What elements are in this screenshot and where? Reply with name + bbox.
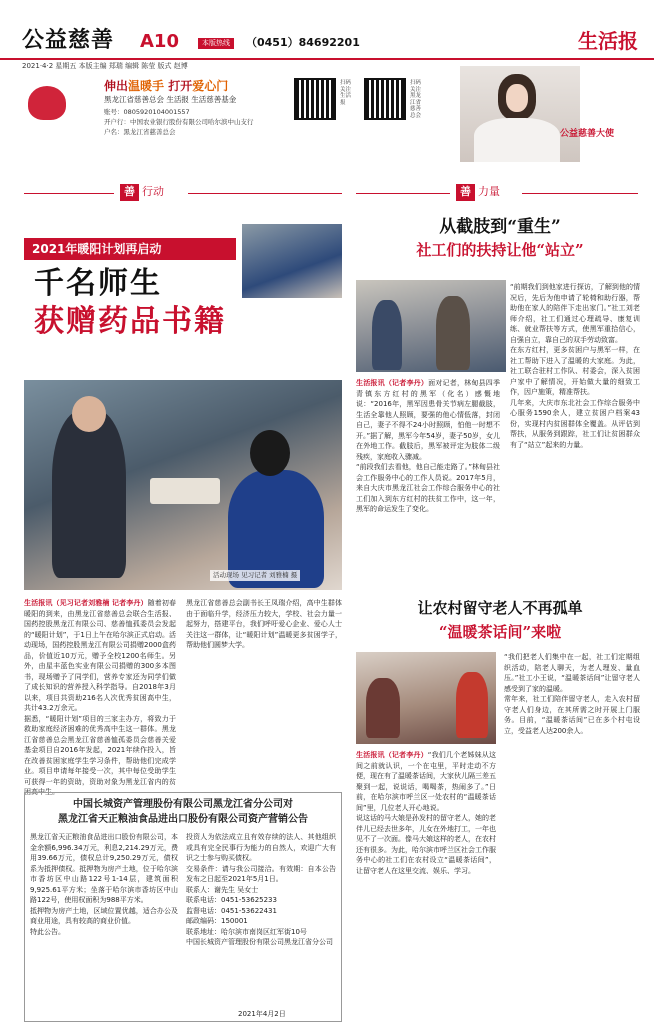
photo-figure-gift (150, 478, 220, 504)
left-column-label: 行动 (142, 185, 164, 198)
hotline-number: （0451）84692201 (246, 36, 360, 49)
right-story-2-col1 (356, 750, 496, 1018)
photo1-figure-b (436, 296, 470, 370)
notice-contact-1: 联系人：谢先生 吴女士 (186, 885, 259, 894)
notice-title (30, 798, 336, 827)
newspaper-logo: 生活报 (578, 29, 638, 53)
dateline: 2021·4·2 星期五 本版主编 郑瑞 编辑 陈莹 版式 赵博 (22, 62, 188, 70)
right-headline-1: 从截肢到“重生” (439, 217, 561, 237)
right-story-1-para-2: “前段我们去看他，他自己能走路了。”林甸县社会工作服务中心的工作人员说。2017年5月，来自大庆市黑龙江社会工作综合服务中心的社工们加入到东方红村的扶贫工作中，这一年，黑军的命运发生了变化。 (356, 463, 500, 513)
qr-code-newspaper[interactable] (294, 78, 336, 120)
right-rule-a (356, 193, 450, 194)
story-headline-1: 千名师生 (34, 266, 162, 301)
qr-caption-newspaper: 扫码关注生活报 (340, 80, 352, 106)
story-lead: 生活报讯（见习记者刘雅楠 记者李丹） (24, 599, 148, 607)
story-body-col1 (24, 598, 177, 796)
right-story-2-col2 (504, 652, 640, 1018)
banner-orgs: 黑龙江省慈善总会 生活报 生活慈善基金 (104, 95, 237, 104)
right-column-box: 善 (456, 184, 475, 201)
right-story-1-para-1: 面对记者，林甸县四季青镇东方红村的黑军（化名）感慨地说：“2016年，黑军因患骨关节病左腿截肢，生活全靠他人照顾，要强的他心情低落，封闭自己，妻子不得不24小时照顾，怕他一时想不开。”据了解，黑军今年54岁，妻子50岁，女儿在外地工作。截肢后，黑军被评定为肢体二级残疾，家庭收入骤减。 (356, 379, 501, 461)
left-rule-b (188, 193, 342, 194)
right-story-1-col2 (510, 282, 640, 610)
story-body-col2 (186, 598, 342, 784)
right-story-1-col1 (356, 378, 500, 610)
slogan-part-b: 打开 (164, 79, 193, 93)
section-title: 公益慈善 (22, 27, 115, 53)
story-headline-2: 获赠药品书籍 (34, 304, 226, 339)
right-story-1-lead: 生活报讯（记者李丹） (356, 379, 429, 387)
heart-icon (28, 86, 66, 120)
story-paragraph-3: 黑龙江省慈善总会副书长王凤瑞介绍，高中生群体由于面临升学，经济压力较大，学校、社会力量一起努力，搭建平台，我们呼吁爱心企业、爱心人士关注这一群体，让“暖阳计划”温暖更多贫困学子，帮助他们圆梦大学。 (186, 599, 342, 649)
left-column-box: 善 (120, 184, 139, 201)
right-story-2-para-3: “我们把老人们集中在一起，社工们定期组织活动，陪老人聊天，为老人理发、量血压。”社工小王说，“温暖茶话间”让留守老人感受到了家的温暖。 (504, 653, 640, 693)
notice-contact-4: 邮政编码：150001 (186, 917, 248, 925)
slogan-part-a: 伸出 (104, 79, 129, 93)
slogan-highlight-b: 爱心门 (192, 79, 229, 93)
story-paragraph-2: 据悉，“暖阳计划”项目的三家主办方，将致力于救助家庭经济困难的优秀高中生这一群体。黑龙江省慈善总会黑龙江省慈善恤孤委员会慈善关爱基金项目自2016年发起，2021年续作投入，旨在改善贫困家庭学生学习条件，帮助他们完成学业。项目申请每年接受一次，其中每位受助学生可获得一年的资助，资助对象为黑龙江省内的贫困高中生。 (24, 714, 176, 796)
left-rule-a (24, 193, 114, 194)
hotline-label: 本版热线 (198, 38, 234, 49)
story-ribbon: 2021年暖阳计划再启动 (24, 238, 236, 260)
notice-title-line-1: 中国长城资产管理股份有限公司黑龙江省分公司对 (73, 799, 293, 810)
bank-account: 账号：0805920104001557 (104, 108, 190, 116)
story-photo-caption: 活动现场 见习记者 刘雅楠 摄 (210, 570, 300, 581)
right-headline-4: “温暖茶话间”来啦 (438, 623, 562, 641)
photo-figure-student-head (250, 430, 290, 476)
notice-para-e: 交易条件：请与我公司接洽。有效期：自本公告发布之日起至2021年5月1日。 (186, 864, 336, 883)
notice-body-col2 (186, 832, 336, 1006)
notice-para-a: 黑龙江省天正粮油食品进出口股份有限公司，本金余额6,996.34万元，利息2,214.29万元，费用39.66万元，债权总计9,250.29万元，债权系为抵押债权。抵押物为房产土地，位于哈尔滨市香坊区中山路122号1-14层，建筑面积9,925.61平方米；坐落于哈尔滨市香坊区中山路122号，使用权面积为988平方米。 (30, 833, 178, 904)
qr-code-charity[interactable] (364, 78, 406, 120)
photo2-figure-b (456, 672, 488, 738)
slogan-highlight-a: 温暖手 (128, 79, 165, 93)
right-story-2-para-1: “我们几个老姊妹从这间之前就认识，一个在屯里，平时走动不方便，现在有了温暖茶话间，大家伙儿隔三差五聚到一起，说说话，喝喝茶，热闹多了。”日前，在哈尔滨市呼兰区一处农村的“温暖茶话间”里，几位老人开心地说。 (356, 751, 496, 812)
photo2-figure-a (366, 678, 400, 738)
story-paragraph-1: 随着初春暖阳的到来，由黑龙江省慈善总会联合生活报、国药控股黑龙江有限公司、慈善恤孤委员会发起的“暖阳计划”，于1日上午在哈尔滨正式启动。活动现场，国药控股黑龙江有限公司捐赠2000盒药品，价值近10万元，赠予全校1200名师生。另外，由星丰蓝色实业有限公司捐赠的300多本图书，现场赠予了同学们，营养专家还为同学们做了成长知识的营养授入科学指导。自2018年3月以来，项目共资助216名人次优秀贫困高中生，共计43.2万余元。 (24, 599, 177, 712)
notice-date: 2021年4月2日 (238, 1010, 286, 1018)
right-story-1-para-4: 在东方红村，更多贫困户与黑军一样，在社工帮助下进入了温暖的大家庭。为此，社工联合驻村工作队、村委会，深入贫困户家中了解情况，开始做大量的细致工作，因户施策，精准帮扶。 (510, 346, 640, 396)
right-headline-3: 让农村留守老人不再孤单 (417, 599, 583, 617)
notice-contact-2: 联系电话：0451-53625233 (186, 896, 277, 904)
bank-name: 开户行：中国农业银行股份有限公司哈尔滨中山支行 (104, 118, 254, 126)
right-column-label: 力量 (478, 185, 500, 198)
notice-contact-3: 监督电话：0451-53622431 (186, 906, 277, 915)
photo-figure-man-head (72, 396, 106, 432)
page-number: A10 (140, 31, 179, 52)
notice-title-line-2: 黑龙江省天正粮油食品进出口股份有限公司资产营销公告 (58, 813, 308, 825)
banner-slogan (104, 78, 228, 94)
right-rule-b (522, 193, 638, 194)
ambassador-face (506, 84, 528, 112)
right-story-1-para-5: 几年来，大庆市东北社会工作综合服务中心服务1590余人，建立贫困户档案43份，实现村内贫困群体全覆盖。从评估到帮扶，从服务到跟踪，社工们让贫困群众有了“站立”起来的力量。 (510, 398, 640, 449)
notice-body-col1 (30, 832, 178, 1006)
right-story-2-para-2: 说这话的马大娘是孙发村的留守老人，她的老伴儿已经去世多年，儿女在外地打工，一年也见不了一次面。像马大娘这样的老人，在农村还有很多。为此，哈尔滨市呼兰区社会工作服务中心的社工们在农村设立“温暖茶话间”，让留守老人在这里交流、娱乐、学习。 (356, 814, 496, 875)
notice-para-b: 抵押物为房产土地，区域位置优越，适合办公及商业用途，具有较高的商业价值。 (30, 906, 178, 925)
qr-caption-charity: 扫码关注黑龙江省慈善总会 (410, 80, 422, 119)
right-story-1-para-3: “前期我们到他家进行探访，了解到他的情况后，先后为他申请了轮椅和助行器，帮助他在家人的陪伴下走出家门。”社工刘老师介绍，社工们通过心理疏导、康复训练、就业帮扶等方式，使黑军重拾信心，自强自立，靠自己的双手劳动致富。 (510, 283, 640, 344)
notice-para-c: 特此公告。 (30, 927, 65, 936)
right-column-tag (456, 184, 500, 202)
right-story-2-para-4: 常年来，社工们陪伴留守老人，走入农村留守老人们身边，在其所需之时开展上门服务。目前，“温暖茶话间”已在多个村屯设立，受益老人达200余人。 (504, 695, 640, 735)
left-column-tag (120, 184, 164, 202)
photo-figure-man (52, 410, 126, 578)
account-holder: 户名：黑龙江省慈善总会 (104, 128, 176, 136)
photo1-figure-a (372, 300, 402, 370)
notice-contact-5: 联系地址：哈尔滨市南岗区红军街10号 (186, 927, 307, 936)
ambassador-body (474, 118, 560, 162)
notice-para-d: 投资人为依法成立且有效存续的法人、其他组织或具有完全民事行为能力的自然人，欢迎广大有识之士参与购买债权。 (186, 833, 336, 862)
story-photo-top (242, 224, 342, 298)
right-headline-2: 社工们的扶持让他“站立” (416, 241, 584, 259)
ambassador-label: 公益慈善大使 (560, 129, 615, 139)
notice-signature: 中国长城资产管理股份有限公司黑龙江省分公司 (186, 938, 333, 946)
right-story-2-lead: 生活报讯（记者李丹） (356, 751, 428, 759)
